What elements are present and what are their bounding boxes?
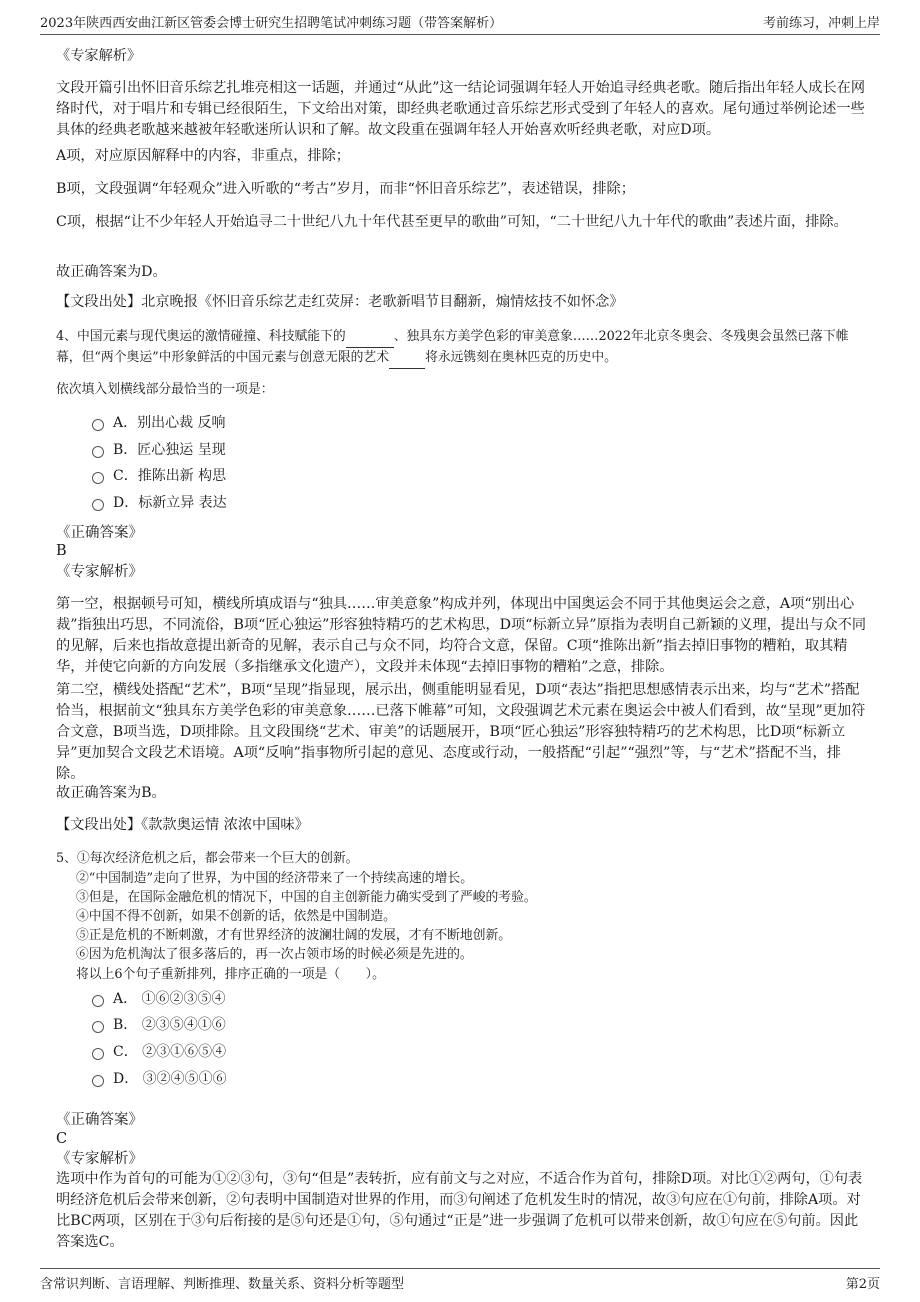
q4-answer-heading: 《正确答案》	[56, 525, 143, 541]
q3-option-c-analysis: C项，根据“让不少年轻人开始追寻二十世纪八九十年代甚至更早的歌曲”可知，“二十世纪八九十年代的歌曲”表述片面，排除。	[56, 214, 848, 230]
page-footer	[40, 1268, 880, 1295]
radio-icon[interactable]	[92, 1021, 104, 1033]
q5-option-c[interactable]: C． ②③①⑥⑤④	[92, 1041, 226, 1063]
q5-option-a[interactable]: A． ①⑥②③⑤④	[92, 988, 226, 1010]
header-slogan: 考前练习，冲刺上岸	[762, 15, 880, 31]
q4-option-c[interactable]: C．推陈出新 构思	[92, 465, 226, 487]
q3-analysis-paragraph: 文段开篇引出怀旧音乐综艺扎堆亮相这一话题，并通过“从此”这一结论词强调年轻人开始追寻经典老歌。随后指出年轻人成长在网络时代，对于唱片和专辑已经很陌生，下文给出对策，即经典老歌通过音乐综艺形式受到了年轻人的喜欢。尾句通过举例论述一些具体的经典老歌越来越被年轻歌迷所认识和了解。故文段重在强调年轻人开始喜欢听经典老歌，对应D项。	[56, 80, 866, 138]
q4-source: 【文段出处】《款款奥运情 浓浓中国味》	[56, 817, 309, 833]
q3-option-a-analysis: A项，对应原因解释中的内容，非重点，排除；	[56, 148, 350, 164]
q4-blank-2	[389, 348, 425, 369]
q3-source: 【文段出处】北京晚报《怀旧音乐综艺走红荧屏：老歌新唱节目翻新，煽情炫技不如怀念》	[56, 294, 624, 310]
q5-sentence: ②“中国制造”走向了世界，为中国的经济带来了一个持续高速的增长。	[76, 871, 473, 886]
q5-expert-heading: 《专家解析》	[56, 1151, 143, 1167]
q4-expert-heading: 《专家解析》	[56, 564, 143, 580]
q5-stem: 5、①每次经济危机之后，都会带来一个巨大的创新。	[56, 851, 359, 866]
q5-answer: C	[56, 1131, 68, 1147]
q3-conclusion: 故正确答案为D。	[56, 264, 167, 280]
q4-conclusion: 故正确答案为B。	[56, 785, 166, 801]
q4-instruction: 依次填入划横线部分最恰当的一项是：	[56, 382, 274, 397]
q4-analysis-blank-1: 第一空，根据顿号可知，横线所填成语与“独具……审美意象”构成并列，体现出中国奥运会不同于其他奥运会之意，A项“别出心裁”指独出巧思，不同流俗，B项“匠心独运”形容独特精巧的艺术构思，D项“标新立异”原指为表明自己新颖的义理，提出与众不同的见解，后来也指故意提出新奇的见解，表示自己与众不同，均符合文意，保留。C项“推陈出新”指去掉旧事物的糟粕，取其精华，并使它向新的方向发展（多指继承文化遗产），文段并未体现“去掉旧事物的糟粕”之意，排除。	[56, 596, 867, 675]
radio-icon[interactable]	[92, 1048, 104, 1060]
q5-sentence: ④中国不得不创新，如果不创新的话，依然是中国制造。	[76, 909, 396, 924]
radio-icon[interactable]	[92, 446, 104, 458]
q4-option-d[interactable]: D．标新立异 表达	[92, 492, 227, 514]
q5-sentence: ⑥因为危机淘汰了很多落后的，再一次占领市场的时候必须是先进的。	[76, 947, 473, 962]
expert-heading-q3: 《专家解析》	[56, 48, 142, 64]
q5-sentence: ③但是，在国际金融危机的情况下，中国的自主创新能力确实受到了严峻的考验。	[76, 890, 537, 905]
q5-analysis-paragraph: 选项中作为首句的可能为①②③句，③句“但是”表转折，应有前文与之对应，不适合作为首句，排除D项。对比①②两句，①句表明经济危机后会带来创新，②句表明中国制造对世界的作用，而③句阐述了危机发生时的情况，故③句应在①句前，排除A项。对比BC两项，区别在于③句后衔接的是⑤句还是①句，⑤句通过“正是”进一步强调了危机可以带来创新，故①句应在⑤句前。因此答案选C。	[56, 1171, 863, 1250]
radio-icon[interactable]	[92, 499, 104, 511]
q4-blank-1	[346, 327, 394, 348]
radio-icon[interactable]	[92, 1075, 104, 1087]
q4-stem: 4、中国元素与现代奥运的激情碰撞、科技赋能下的 、独具东方美学色彩的审美意象……2022年北京冬奥会、冬残奥会虽然已落下帷幕，但“两个奥运”中形象鲜活的中国元素与创意无限的艺术 将永远镌刻在奥林匹克的历史中。	[56, 327, 868, 369]
q4-option-a[interactable]: A．别出心裁 反响	[92, 412, 226, 434]
q5-answer-heading: 《正确答案》	[56, 1112, 143, 1128]
q4-analysis-blank-2: 第二空，横线处搭配“艺术”，B项“呈现”指显现，展示出，侧重能明显看见，D项“表达”指把思想感情表示出来，均与“艺术”搭配恰当，根据前文“独具东方美学色彩的审美意象……已落下帷幕”可知，文段强调艺术元素在奥运会中被人们看到，故“呈现”更加符合文意，B项当选，D项排除。且文段围绕“艺术、审美”的话题展开，B项“匠心独运”形容独特精巧的艺术构思，比D项“标新立异”更加契合文段艺术语境。A项“反响”指事物所引起的意见、态度或行动，一般搭配“引起”“强烈”等，与“艺术”搭配不当，排除。	[56, 682, 866, 782]
radio-icon[interactable]	[92, 472, 104, 484]
q5-option-d[interactable]: D． ③②④⑤①⑥	[92, 1068, 227, 1090]
radio-icon[interactable]	[92, 419, 104, 431]
header-title: 2023年陕西西安曲江新区管委会博士研究生招聘笔试冲刺练习题（带答案解析）	[40, 15, 503, 31]
page-header	[40, 8, 880, 35]
q5-option-b[interactable]: B． ②③⑤④①⑥	[92, 1014, 226, 1036]
footer-topics: 含常识判断、言语理解、判断推理、数量关系、资料分析等题型	[40, 1276, 405, 1292]
q5-instruction: 将以上6个句子重新排列，排序正确的一项是（ ）。	[76, 967, 385, 982]
q3-option-b-analysis: B项，文段强调“年轻观众”进入听歌的“考古”岁月，而非“怀旧音乐综艺”，表述错误，排除；	[56, 181, 635, 197]
radio-icon[interactable]	[92, 995, 104, 1007]
page-number: 第2页	[845, 1276, 880, 1292]
q4-option-b[interactable]: B．匠心独运 呈现	[92, 439, 226, 461]
q5-sentence: ⑤正是危机的不断刺激，才有世界经济的波澜壮阔的发展，才有不断地创新。	[76, 928, 512, 943]
q4-answer: B	[56, 543, 67, 559]
